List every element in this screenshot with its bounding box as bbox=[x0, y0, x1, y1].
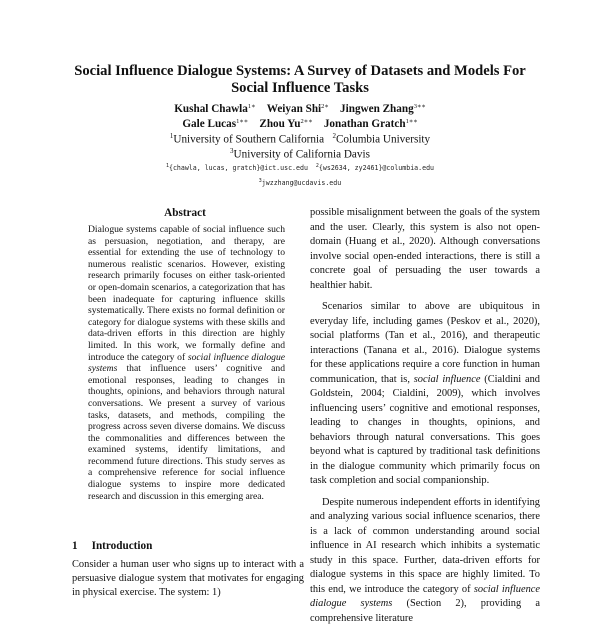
section-title: Introduction bbox=[91, 540, 153, 552]
email-sup: 3 bbox=[258, 178, 262, 184]
paragraph-text: Despite numerous independent efforts in identifying and analyzing various social influence scenarios, there is a lack of common understanding around social influence in AI research which inhibits a systematic study in this space. Further, data-driven efforts for dialogue systems in this space are highly limited. To this end, we introduce the category of bbox=[310, 496, 540, 595]
email-sup: 2 bbox=[315, 163, 319, 169]
affiliation-sup: 1 bbox=[169, 132, 174, 140]
author-line-2 bbox=[40, 118, 560, 130]
author-name: Jingwen Zhang bbox=[340, 103, 414, 115]
affiliation-sup: 2 bbox=[332, 132, 336, 140]
author-sup: 1∗∗ bbox=[236, 118, 249, 125]
abstract-text: Dialogue systems capable of social influence such as persuasion, negotiation, and therapy, are essential for extending the use of technology to numerous realistic scenarios. However, existing research primarily focuses on either task-oriented or open-domain scenarios, a categorization that has been inadequate for capturing influence skills systematically. There exists no formal definition or category for dialogue systems with these skills and data-driven efforts in this direction are highly limited. In this work, we formally define and introduce the category of bbox=[88, 224, 285, 363]
abstract-emphasis: social influence dialogue systems bbox=[88, 351, 286, 375]
author-name: Zhou Yu bbox=[259, 118, 301, 130]
section-heading bbox=[72, 540, 152, 552]
abstract-body bbox=[88, 224, 285, 502]
email-address: {chawla, lucas, gratch}@ict.usc.edu bbox=[168, 164, 308, 173]
title-line-2: Social Influence Tasks bbox=[231, 80, 369, 96]
abstract-text: that influence users’ cognitive and emotional responses, leading to changes in thoughts, opinions, and behaviors through natural conversations. We present a survey of various tasks, datasets, and methods, compiling the progress across seven diverse domains. We discuss the commonalities and differences between the examined systems, identify limitations, and recommend future directions. This study serves as a comprehensive reference for social influence dialogue systems to inspire more dedicated research and discussion in this emerging area. bbox=[88, 363, 285, 502]
author-sup: 3∗∗ bbox=[413, 103, 426, 110]
affiliation-line-1 bbox=[40, 132, 560, 146]
right-paragraph-3 bbox=[310, 496, 540, 627]
affiliation-line-2 bbox=[40, 147, 560, 161]
author-line-1 bbox=[40, 103, 560, 115]
paragraph-text: (Cialdini and Goldstein, 2004; Cialdini, 2009), which involves influencing users’ cognitive and emotional responses, leading to changes in thoughts, opinions, and behaviors through natural conversations. This goes beyond what is captured by traditional task definitions in the dialogue community which primarily focus on task completion and social companionship. bbox=[310, 373, 540, 486]
right-column bbox=[310, 206, 540, 633]
affiliation-sup: 3 bbox=[230, 147, 234, 155]
email-sup: 1 bbox=[165, 163, 169, 169]
right-paragraph-1: possible misalignment between the goals of the system and the user. Clearly, this system is also not open-domain (Huang et al., 2020). Although conversations involve social open-ended interactions, there is still a concrete goal of persuading the user towards a healthier habit. bbox=[310, 207, 540, 291]
affiliation-name: Columbia University bbox=[335, 133, 431, 146]
author-name: Gale Lucas bbox=[182, 118, 237, 130]
author-sup: 2∗∗ bbox=[300, 118, 313, 125]
email-line-1 bbox=[40, 163, 560, 172]
abstract-heading: Abstract bbox=[164, 207, 206, 219]
author-name: Weiyan Shi bbox=[266, 103, 322, 115]
section-number: 1 bbox=[72, 540, 78, 552]
email-address: jwzzhang@ucdavis.edu bbox=[261, 179, 342, 188]
email-line-2 bbox=[40, 178, 560, 187]
paragraph-emphasis: social influence bbox=[413, 373, 481, 385]
author-sup: 1∗∗ bbox=[405, 118, 418, 125]
affiliation-name: University of Southern California bbox=[173, 133, 325, 146]
affiliation-name: University of California Davis bbox=[233, 148, 370, 161]
paragraph-text: (Section 2), providing a comprehensive literature bbox=[310, 598, 540, 624]
author-sup: 1∗ bbox=[247, 103, 256, 110]
title-line-1: Social Influence Dialogue Systems: A Survey of Datasets and Models For bbox=[74, 63, 526, 79]
author-sup: 2∗ bbox=[321, 103, 329, 110]
paragraph-text: Scenarios similar to above are ubiquitous in everyday life, including games (Peskov et al., 2020), social platforms (Tan et al., 2016), and therapeutic interactions (Tanana et al., 2016). Dialogue systems for these applications require a core function in human communication, that is, bbox=[310, 301, 540, 385]
author-name: Kushal Chawla bbox=[174, 103, 248, 115]
right-paragraph-2 bbox=[310, 300, 540, 489]
intro-paragraph: Consider a human user who signs up to interact with a persuasive dialogue system that motivates for engaging in physical exercise. The system: 1) bbox=[72, 559, 304, 598]
author-name: Jonathan Gratch bbox=[323, 118, 406, 130]
paragraph-emphasis: social influence dialogue systems bbox=[310, 583, 540, 609]
paper-title bbox=[40, 63, 560, 97]
email-address: {ws2634, zy2461}@columbia.edu bbox=[318, 164, 435, 173]
